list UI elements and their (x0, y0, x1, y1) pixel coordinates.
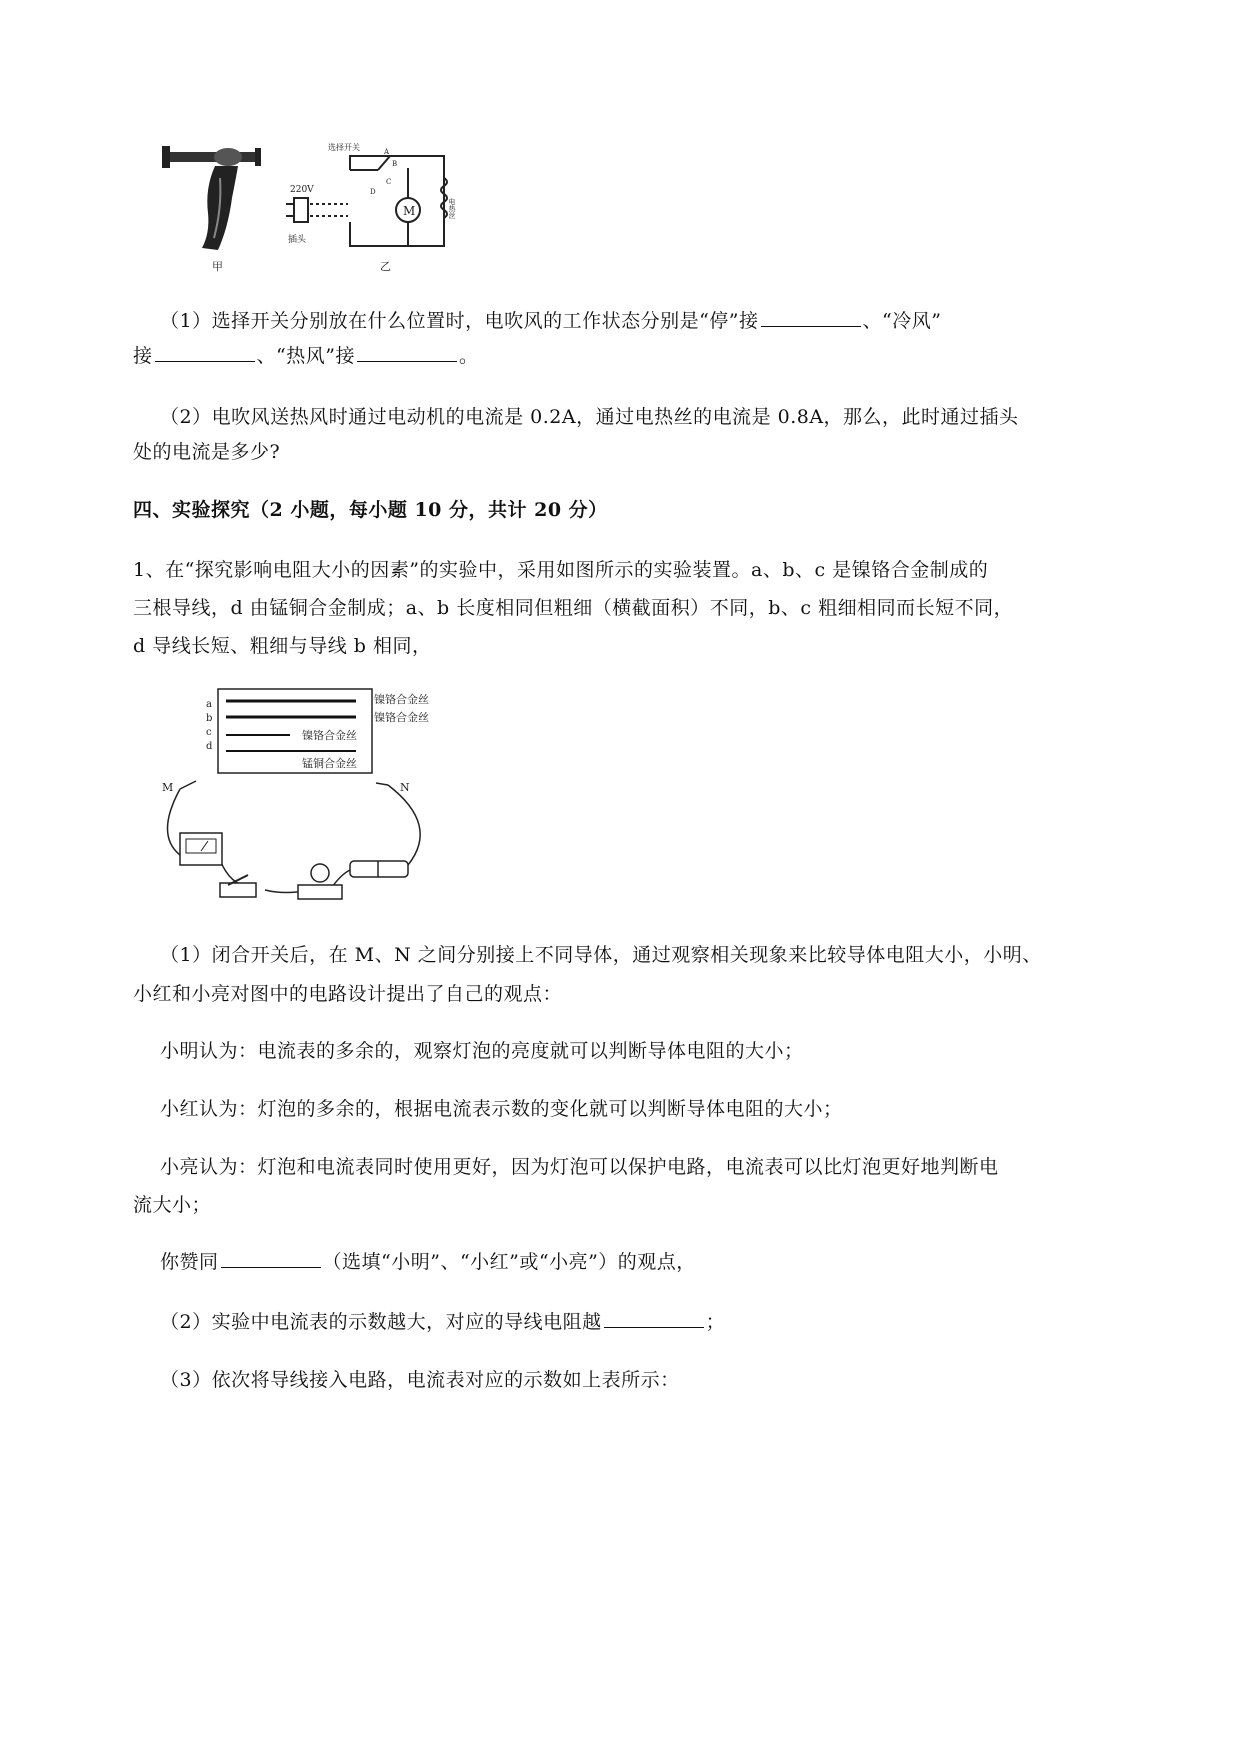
switch-pos-d: D (370, 188, 376, 196)
exp1-p3: （3）依次将导线接入电路，电流表对应的示数如上表所示： (160, 1369, 680, 1391)
battery (350, 861, 408, 877)
heater-label: 电热丝 (448, 198, 456, 219)
xiaoliang-opinion-line1: 小亮认为：灯泡和电流表同时使用更好，因为灯泡可以保护电路，电流表可以比灯泡更好地判断电 (160, 1156, 999, 1178)
wire-b-material: 镍铬合金丝 (374, 711, 429, 724)
hair-dryer-drawing (162, 146, 261, 250)
answer-blank-stop[interactable] (761, 308, 861, 327)
wire-d-material: 锰铜合金丝 (302, 757, 357, 770)
figure1-caption-right: 乙 (380, 260, 391, 273)
q1-part2-line1: （2）电吹风送热风时通过电动机的电流是 0.2A，通过电热丝的电流是 0.8A，那么，此时通过插头 (160, 406, 1019, 428)
section-heading: 四、实验探究（2 小题，每小题 10 分，共计 20 分） (133, 499, 608, 521)
exp1-intro-line1: 1、在“探究影响电阻大小的因素”的实验中，采用如图所示的实验装置。a、b、c 是镍铬合金制成的 (133, 559, 989, 581)
resistance-apparatus-figure (150, 685, 450, 910)
agree-question: 你赞同 （选填“小明”、“小红”或“小亮”）的观点， (160, 1251, 696, 1273)
exp1-intro-line2: 三根导线，d 由锰铜合金制成；a、b 长度相同但粗细（横截面积）不同，b、c 粗细相同而长短不同， (133, 597, 1014, 619)
switch-base (220, 875, 256, 897)
q1-part2-line2: 处的电流是多少? (133, 441, 281, 463)
terminal-n-label: N (400, 781, 410, 794)
q1-part1-line1: （1）选择开关分别放在什么位置时，电吹风的工作状态分别是“停”接 、“冷风” (160, 310, 942, 332)
q1-part1-line2: 接 、“热风”接 。 (133, 345, 479, 367)
answer-blank-resistance[interactable] (604, 1309, 704, 1328)
xiaoming-opinion: 小明认为：电流表的多余的，观察灯泡的亮度就可以判断导体电阻的大小； (160, 1040, 804, 1062)
figure1-caption-left: 甲 (212, 260, 223, 273)
wire-a-material: 镍铬合金丝 (374, 693, 429, 706)
exp1-p1-line1: （1）闭合开关后，在 M、N 之间分别接上不同导体，通过观察相关现象来比较导体电阻大小，小明、 (160, 944, 1042, 966)
exp1-intro-line3: d 导线长短、粗细与导线 b 相同， (133, 635, 432, 657)
terminal-m-label: M (162, 781, 174, 794)
switch-pos-a: A (384, 148, 390, 156)
wire-c-material: 镍铬合金丝 (302, 729, 357, 742)
answer-blank-hot[interactable] (357, 343, 457, 362)
switch-pos-c: C (386, 178, 392, 186)
switch-pos-b: B (392, 160, 398, 168)
wire-letter-a: a (206, 699, 212, 710)
plug-label: 插头 (288, 235, 307, 245)
wire-letter-d: d (206, 741, 213, 752)
switch-label: 选择开关 (328, 143, 360, 152)
hair-dryer-figure (160, 138, 480, 283)
wire-letter-c: c (206, 727, 212, 738)
circuit-drawing (286, 156, 447, 246)
motor-label: M (403, 204, 416, 218)
answer-blank-agree[interactable] (221, 1249, 321, 1268)
answer-blank-cold[interactable] (155, 343, 255, 362)
voltage-label: 220V (290, 185, 314, 195)
ammeter (180, 833, 222, 865)
wire-letter-b: b (206, 713, 213, 724)
exp1-p2: （2）实验中电流表的示数越大，对应的导线电阻越 ； (160, 1311, 726, 1333)
xiaohong-opinion: 小红认为：灯泡的多余的，根据电流表示数的变化就可以判断导体电阻的大小； (160, 1098, 843, 1120)
xiaoliang-opinion-line2: 流大小； (133, 1194, 212, 1216)
exp1-p1-line2: 小红和小亮对图中的电路设计提出了自己的观点： (133, 983, 563, 1005)
